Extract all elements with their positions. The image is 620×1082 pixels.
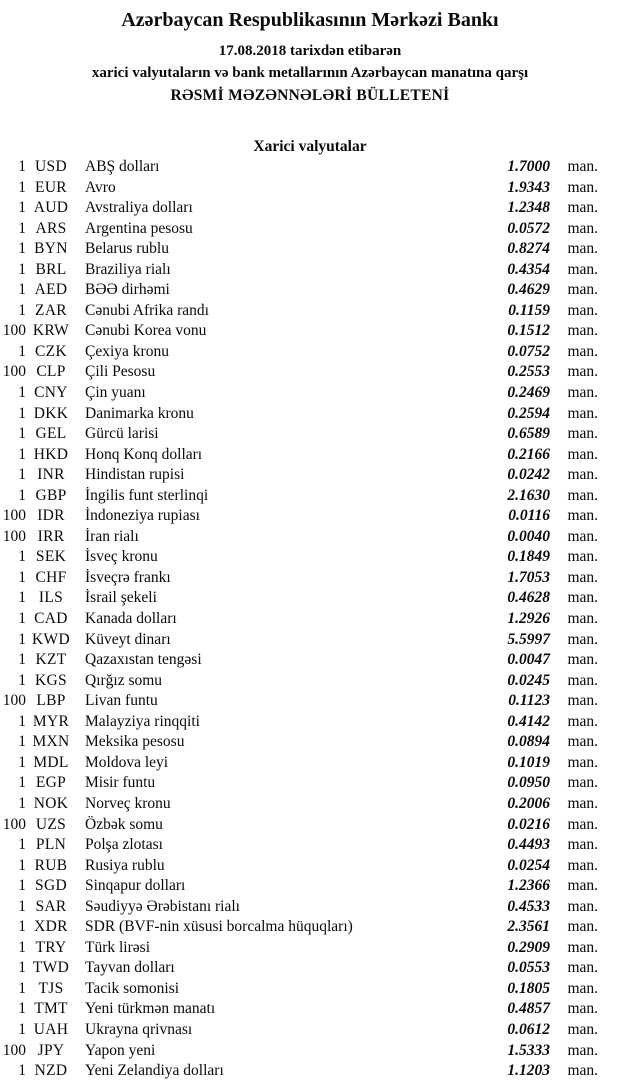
table-row [0,445,620,466]
rate-value: 0.2166 [507,445,550,463]
currency-quantity: 1 [18,240,26,258]
currency-quantity: 1 [18,794,26,812]
unit-label: man. [567,425,598,443]
currency-name: Braziliya rialı [85,260,171,278]
unit-label: man. [567,568,598,586]
currency-name: Meksika pesosu [85,733,185,751]
currency-code: AUD [33,199,69,217]
currency-quantity: 1 [18,219,26,237]
currency-code: EUR [35,178,67,196]
currency-name: Tayvan dolları [85,959,175,977]
table-row [0,383,620,404]
unit-label: man. [567,712,598,730]
currency-code: UAH [33,1020,69,1038]
currency-code: IDR [37,507,65,525]
currency-name: Sinqapur dolları [85,877,186,895]
unit-label: man. [567,774,598,792]
currency-name: SDR (BVF-nin xüsusi borcalma hüquqları) [85,918,353,936]
currency-quantity: 100 [2,507,26,525]
currency-code: EGP [35,774,67,792]
currency-quantity: 1 [18,753,26,771]
rate-value: 0.1849 [507,548,550,566]
currency-quantity: 100 [2,363,26,381]
unit-label: man. [567,938,598,956]
currency-code: MXN [32,733,70,751]
unit-label: man. [567,918,598,936]
currency-code: USD [35,158,67,175]
unit-label: man. [567,199,598,217]
currency-quantity: 1 [18,918,26,936]
rates-table [0,157,620,1082]
unit-label: man. [567,1062,598,1080]
unit-label: man. [567,692,598,710]
rate-value: 0.1512 [507,322,550,340]
currency-code: SAR [35,897,67,915]
unit-label: man. [567,158,598,175]
rate-value: 0.4142 [507,712,550,730]
table-row [0,1041,620,1062]
currency-name: İsrail şekeli [85,589,157,607]
currency-code: MDL [33,753,69,771]
currency-name: BƏƏ dirhəmi [85,281,170,299]
currency-quantity: 1 [18,712,26,730]
table-row [0,835,620,856]
unit-label: man. [567,1041,598,1059]
currency-name: İndoneziya rupiası [85,507,200,525]
unit-label: man. [567,671,598,689]
rate-value: 0.0242 [507,466,550,484]
table-row [0,547,620,568]
table-row [0,958,620,979]
rate-value: 0.2594 [507,404,550,422]
unit-label: man. [567,219,598,237]
unit-label: man. [567,342,598,360]
rate-value: 0.2909 [507,938,550,956]
rate-value: 0.0612 [507,1020,550,1038]
currency-name: Argentina pesosu [85,219,193,237]
unit-label: man. [567,527,598,545]
currency-quantity: 1 [18,733,26,751]
unit-label: man. [567,836,598,854]
currency-quantity: 1 [18,425,26,443]
currency-name: Avro [85,178,116,196]
table-row [0,897,620,918]
currency-code: XDR [34,918,68,936]
currency-quantity: 1 [18,384,26,402]
table-row [0,568,620,589]
currency-name: Livan funtu [85,692,158,710]
currency-code: KWD [32,630,70,648]
unit-label: man. [567,178,598,196]
currency-quantity: 1 [18,158,26,175]
currency-code: TWD [32,959,70,977]
currency-name: Yapon yeni [85,1041,156,1059]
currency-code: TJS [38,979,64,997]
table-row [0,342,620,363]
currency-quantity: 1 [18,774,26,792]
table-row [0,650,620,671]
unit-label: man. [567,260,598,278]
currency-name: Moldova leyi [85,753,169,771]
currency-code: BYN [34,240,68,258]
currency-quantity: 1 [18,445,26,463]
currency-name: Tacik somonisi [85,979,180,997]
currency-code: RUB [34,856,68,874]
currency-quantity: 1 [18,651,26,669]
description-line: xarici valyutaların və bank metallarının Azərbaycan manatına qarşı [91,65,529,81]
currency-name: Rusiya rublu [85,856,165,874]
currency-code: TRY [35,938,67,956]
currency-quantity: 1 [18,671,26,689]
currency-quantity: 1 [18,1000,26,1018]
table-row [0,1020,620,1041]
rate-value: 0.4533 [507,897,550,915]
table-row [0,239,620,260]
currency-name: Cənubi Afrika randı [85,301,209,319]
currency-name: Kanada dolları [85,610,177,628]
currency-name: Yeni Zelandiya dolları [85,1062,224,1080]
currency-name: Küveyt dinarı [85,630,171,648]
rate-value: 5.5997 [507,630,550,648]
rate-value: 0.0572 [507,219,550,237]
currency-quantity: 1 [18,548,26,566]
currency-quantity: 1 [18,404,26,422]
currency-quantity: 100 [2,322,26,340]
rate-value: 0.1123 [508,692,550,710]
currency-code: KRW [32,322,70,340]
table-row [0,198,620,219]
currency-name: İngilis funt sterlinqi [85,486,209,504]
section-title-foreign-currencies: Xarici valyutalar [253,138,367,155]
currency-code: GEL [35,425,67,443]
unit-label: man. [567,486,598,504]
currency-name: Çin yuanı [85,384,146,402]
table-row [0,712,620,733]
currency-quantity: 1 [18,1020,26,1038]
table-row [0,362,620,383]
currency-name: Türk lirəsi [85,938,150,956]
unit-label: man. [567,1020,598,1038]
currency-quantity: 100 [2,1041,26,1059]
unit-label: man. [567,548,598,566]
unit-label: man. [567,610,598,628]
rate-value: 0.1805 [507,979,550,997]
currency-name: ABŞ dolları [85,158,160,175]
unit-label: man. [567,794,598,812]
unit-label: man. [567,753,598,771]
rate-value: 2.1630 [507,486,550,504]
currency-name: Hindistan rupisi [85,466,185,484]
table-row [0,815,620,836]
currency-name: Qırğız somu [85,671,163,689]
table-row [0,465,620,486]
currency-name: İran rialı [85,527,139,545]
unit-label: man. [567,301,598,319]
rate-value: 0.0950 [507,774,550,792]
unit-label: man. [567,733,598,751]
table-row [0,773,620,794]
currency-quantity: 1 [18,979,26,997]
rate-value: 0.8274 [507,240,550,258]
currency-name: Çili Pesosu [85,363,156,381]
unit-label: man. [567,507,598,525]
table-row [0,938,620,959]
rate-value: 1.7053 [507,568,550,586]
table-row [0,424,620,445]
currency-code: KGS [35,671,67,689]
bulletin-header [0,0,620,107]
unit-label: man. [567,856,598,874]
rate-value: 1.2348 [507,199,550,217]
rate-value: 0.2469 [507,384,550,402]
currency-quantity: 1 [18,466,26,484]
unit-label: man. [567,404,598,422]
rate-value: 1.5333 [507,1041,550,1059]
currency-code: ILS [38,589,64,607]
table-row [0,321,620,342]
table-row [0,280,620,301]
currency-quantity: 1 [18,281,26,299]
currency-quantity: 1 [18,959,26,977]
currency-code: DKK [33,404,69,422]
rate-value: 0.1159 [508,301,550,319]
table-row [0,917,620,938]
bank-name-title: Azərbaycan Respublikasının Mərkəzi Bankı [121,9,499,31]
rate-value: 0.1019 [507,753,550,771]
rate-value: 1.2366 [507,877,550,895]
currency-name: Cənubi Korea vonu [85,322,207,340]
table-row [0,609,620,630]
currency-code: HKD [33,445,69,463]
currency-code: IRR [37,527,65,545]
table-row [0,157,620,178]
currency-quantity: 1 [18,568,26,586]
rate-value: 0.2006 [507,794,550,812]
currency-quantity: 1 [18,856,26,874]
currency-code: CNY [34,384,68,402]
table-row [0,671,620,692]
currency-quantity: 1 [18,897,26,915]
currency-quantity: 1 [18,630,26,648]
currency-code: ARS [35,219,67,237]
currency-code: CLP [36,363,66,381]
currency-quantity: 1 [18,178,26,196]
currency-code: BRL [35,260,67,278]
unit-label: man. [567,630,598,648]
currency-code: MYR [32,712,70,730]
rate-value: 0.0553 [507,959,550,977]
currency-name: İsveçrə frankı [85,568,171,586]
rate-value: 0.0040 [507,527,550,545]
unit-label: man. [567,281,598,299]
unit-label: man. [567,815,598,833]
currency-name: Honq Konq dolları [85,445,203,463]
currency-code: SGD [35,877,67,895]
rate-value: 0.4493 [507,836,550,854]
currency-code: KZT [35,651,67,669]
table-row [0,1061,620,1082]
rate-value: 1.9343 [507,178,550,196]
effective-date-line: 17.08.2018 tarixdən etibarən [218,43,402,59]
currency-quantity: 1 [18,938,26,956]
currency-quantity: 1 [18,877,26,895]
unit-label: man. [567,363,598,381]
currency-name: Ukrayna qrivnası [85,1020,193,1038]
unit-label: man. [567,384,598,402]
currency-quantity: 1 [18,260,26,278]
currency-quantity: 1 [18,486,26,504]
rate-value: 0.4628 [507,589,550,607]
currency-quantity: 1 [18,199,26,217]
table-row [0,527,620,548]
currency-name: Qazaxıstan tengəsi [85,651,202,669]
table-row [0,630,620,651]
currency-name: Avstraliya dolları [85,199,193,217]
table-row [0,178,620,199]
currency-name: Norveç kronu [85,794,171,812]
currency-code: JPY [37,1041,65,1059]
rate-value: 0.0047 [507,651,550,669]
table-row [0,979,620,1000]
unit-label: man. [567,240,598,258]
currency-quantity: 1 [18,1062,26,1080]
rate-value: 1.1203 [507,1062,550,1080]
currency-quantity: 1 [18,589,26,607]
currency-name: Gürcü larisi [85,425,159,443]
table-row [0,794,620,815]
rate-value: 0.2553 [507,363,550,381]
currency-code: CAD [34,610,68,628]
currency-code: LBP [36,692,66,710]
currency-name: Səudiyyə Ərəbistanı rialı [85,897,240,915]
rate-value: 0.0752 [507,342,550,360]
rate-value: 0.0245 [507,671,550,689]
unit-label: man. [567,959,598,977]
currency-code: TMT [34,1000,68,1018]
currency-name: Özbək somu [85,815,163,833]
unit-label: man. [567,651,598,669]
currency-quantity: 1 [18,836,26,854]
currency-quantity: 100 [2,692,26,710]
rate-value: 0.4857 [507,1000,550,1018]
unit-label: man. [567,445,598,463]
rate-value: 0.0254 [507,856,550,874]
currency-quantity: 100 [2,527,26,545]
currency-code: NOK [33,794,69,812]
currency-code: AED [34,281,68,299]
currency-code: CHF [35,568,67,586]
unit-label: man. [567,1000,598,1018]
rate-value: 0.6589 [507,425,550,443]
bulletin-title: RƏSMİ MƏZƏNNƏLƏRİ BÜLLETENİ [170,87,450,104]
table-row [0,486,620,507]
currency-quantity: 100 [2,815,26,833]
table-row [0,876,620,897]
rate-value: 0.0894 [507,733,550,751]
rate-value: 1.7000 [507,158,550,175]
table-row [0,753,620,774]
table-row [0,219,620,240]
rate-value: 0.0116 [508,507,550,525]
currency-name: Polşa zlotası [85,836,163,854]
currency-code: UZS [35,815,67,833]
currency-code: ZAR [35,301,67,319]
currency-code: INR [37,466,65,484]
currency-name: İsveç kronu [85,548,158,566]
table-row [0,691,620,712]
table-row [0,260,620,281]
currency-code: CZK [35,342,67,360]
rate-value: 0.4354 [507,260,550,278]
currency-name: Misir funtu [85,774,156,792]
unit-label: man. [567,466,598,484]
currency-name: Çexiya kronu [85,342,169,360]
unit-label: man. [567,589,598,607]
currency-code: PLN [35,836,67,854]
unit-label: man. [567,979,598,997]
currency-name: Belarus rublu [85,240,169,258]
currency-name: Malayziya rinqqiti [85,712,200,730]
currency-code: SEK [35,548,67,566]
currency-name: Yeni türkmən manatı [85,1000,216,1018]
rate-value: 1.2926 [507,610,550,628]
table-row [0,588,620,609]
table-row [0,856,620,877]
unit-label: man. [567,897,598,915]
table-row [0,404,620,425]
table-row [0,999,620,1020]
currency-quantity: 1 [18,610,26,628]
rate-value: 0.4629 [507,281,550,299]
table-row [0,732,620,753]
currency-code: GBP [35,486,67,504]
currency-quantity: 1 [18,342,26,360]
currency-name: Danimarka kronu [85,404,194,422]
rate-value: 2.3561 [507,918,550,936]
currency-code: NZD [34,1062,68,1080]
unit-label: man. [567,877,598,895]
table-row [0,506,620,527]
unit-label: man. [567,322,598,340]
table-row [0,301,620,322]
rate-value: 0.0216 [507,815,550,833]
currency-quantity: 1 [18,301,26,319]
